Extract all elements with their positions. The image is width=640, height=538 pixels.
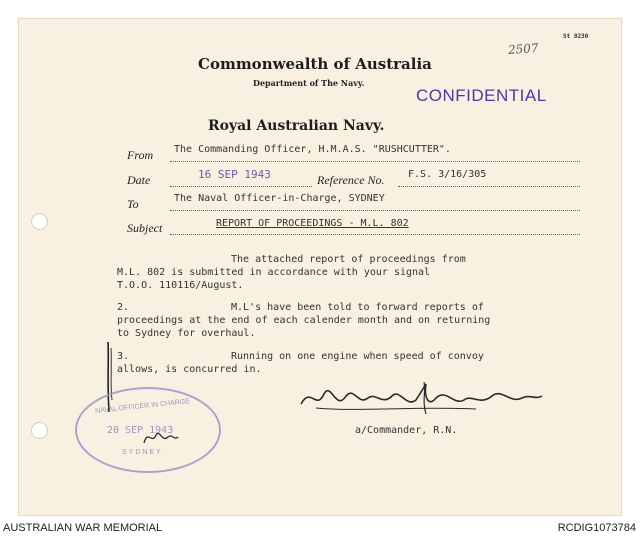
paragraph-3-line-1: Running on one engine when speed of convoy <box>231 351 484 362</box>
receipt-stamp-date: 20 SEP 1943 <box>107 425 174 436</box>
stamp-initials <box>140 425 180 450</box>
paragraph-1-line-2: M.L. 802 is submitted in accordance with your signal <box>117 267 431 278</box>
date-label: Date <box>127 173 151 187</box>
to-rule <box>170 210 580 211</box>
from-value: The Commanding Officer, H.M.A.S. "RUSHCUTTER". <box>174 144 451 155</box>
archive-id: RCDIG1073784 <box>557 522 636 534</box>
subject-rule <box>170 234 580 235</box>
service-heading: Royal Australian Navy. <box>208 118 385 134</box>
receipt-stamp-bottom: SYDNEY <box>122 449 163 456</box>
receipt-stamp-top: NAVAL OFFICER IN CHARGE <box>94 398 191 415</box>
reference-value: F.S. 3/16/305 <box>408 169 487 180</box>
confidential-stamp: CONFIDENTIAL <box>416 86 547 105</box>
paragraph-1-line-1: The attached report of proceedings from <box>231 254 466 265</box>
paragraph-3-number: 3. <box>117 351 130 362</box>
date-stamp: 16 SEP 1943 <box>198 168 271 181</box>
document-heading: Commonwealth of Australia <box>198 55 432 73</box>
paragraph-2-line-1: M.L's have been told to forward reports of <box>231 302 484 313</box>
date-rule <box>170 186 312 187</box>
subject-value: REPORT OF PROCEEDINGS - M.L. 802 <box>216 218 409 229</box>
reference-rule <box>398 186 580 187</box>
paragraph-3-line-2: allows, is concurred in. <box>117 364 262 375</box>
form-reference: St 8230 <box>563 33 589 40</box>
punch-hole-bottom <box>31 422 48 439</box>
paragraph-2-number: 2. <box>117 302 130 313</box>
archive-credit: AUSTRALIAN WAR MEMORIAL <box>3 522 163 534</box>
from-label: From <box>127 148 154 162</box>
department-line: Department of The Navy. <box>253 78 365 88</box>
paragraph-1-line-3: T.O.O. 110116/August. <box>117 280 244 291</box>
from-rule <box>170 161 580 162</box>
paragraph-2-line-3: to Sydney for overhaul. <box>117 328 256 339</box>
handwritten-file-number: 2507 <box>507 40 539 58</box>
to-value: The Naval Officer-in-Charge, SYDNEY <box>174 193 385 204</box>
punch-hole-top <box>31 213 48 230</box>
signatory-title: a/Commander, R.N. <box>355 425 458 436</box>
commander-signature <box>296 376 546 421</box>
paragraph-2-line-2: proceedings at the end of each calender month and on returning <box>117 315 491 326</box>
subject-label: Subject <box>127 221 163 235</box>
reference-label: Reference No. <box>317 173 385 187</box>
to-label: To <box>127 197 139 211</box>
